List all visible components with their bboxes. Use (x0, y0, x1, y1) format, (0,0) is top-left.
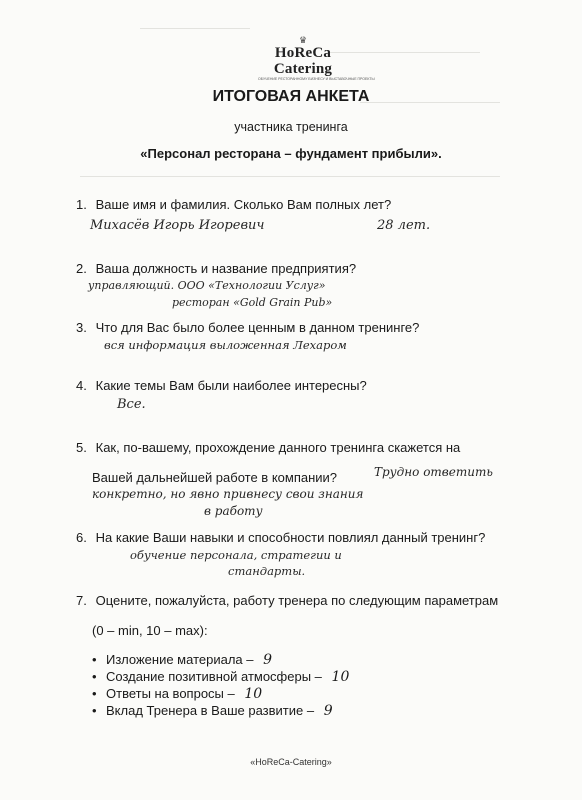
question-number: 7. (76, 593, 87, 608)
question-5-continued: Вашей дальнейшей работе в компании? (92, 470, 338, 485)
rating-score: 9 (323, 703, 333, 719)
question-text: Какие темы Вам были наиболее интересны? (95, 378, 367, 393)
question-4 (76, 378, 367, 393)
footer-company: «HoReCa-Catering» (250, 757, 332, 767)
rating-item (92, 702, 349, 719)
answer-1-age: 28 лет. (377, 218, 431, 233)
rating-label: Создание позитивной атмосферы – (106, 669, 322, 684)
question-text: Ваше имя и фамилия. Сколько Вам полных лет? (95, 197, 392, 212)
question-text: Как, по-вашему, прохождение данного тренинга скажется на (95, 440, 461, 455)
trainer-rating-list (92, 651, 349, 719)
question-3 (76, 320, 419, 335)
training-name: «Персонал ресторана – фундамент прибыли». (140, 146, 442, 161)
question-number: 1. (76, 197, 87, 212)
show-through-mark (80, 176, 500, 177)
answer-5-line-1: Трудно ответить (374, 465, 493, 479)
answer-5-line-3: в работу (204, 504, 263, 518)
show-through-mark (140, 28, 250, 29)
question-number: 3. (76, 320, 87, 335)
page-title: ИТОГОВАЯ АНКЕТА (212, 88, 370, 105)
answer-4: Все. (117, 397, 146, 412)
question-text: Оцените, пожалуйста, работу тренера по следующим параметрам (95, 593, 499, 608)
question-number: 2. (76, 261, 87, 276)
logo-tagline: ОБУЧЕНИЕ РЕСТОРАННОМУ БИЗНЕСУ И ВЫСТАВОЧНЫЕ ПРОЕКТЫ (258, 77, 375, 81)
company-logo (258, 35, 375, 82)
page-subtitle: участника тренинга (234, 120, 348, 134)
answer-6-line-1: обучение персонала, стратегии и (130, 548, 342, 562)
answer-6-line-2: стандарты. (228, 564, 306, 578)
question-text: Что для Вас было более ценным в данном тренинге? (95, 320, 420, 335)
rating-scale: (0 – min, 10 – max): (92, 623, 208, 638)
answer-2-position: управляющий. ООО «Технологии Услуг» (88, 279, 326, 292)
logo-name: HoReCa Catering (273, 45, 333, 77)
question-number: 6. (76, 530, 87, 545)
question-6 (76, 530, 485, 545)
question-7 (76, 593, 498, 608)
rating-item (92, 651, 349, 668)
question-text: Ваша должность и название предприятия? (95, 261, 357, 276)
bullet-icon: • (92, 652, 97, 667)
crown-icon: ♛ (298, 35, 308, 45)
rating-label: Ответы на вопросы – (106, 686, 235, 701)
bullet-icon: • (92, 669, 97, 684)
question-number: 4. (76, 378, 87, 393)
question-text: На какие Ваши навыки и способности повлиял данный тренинг? (95, 530, 486, 545)
answer-2-company: ресторан «Gold Grain Pub» (172, 296, 333, 309)
answer-5-line-2: конкретно, но явно привнесу свои знания (92, 487, 364, 501)
rating-item (92, 685, 349, 702)
question-number: 5. (76, 440, 87, 455)
rating-score: 9 (263, 652, 273, 668)
rating-label: Вклад Тренера в Ваше развитие – (106, 703, 315, 718)
question-2 (76, 261, 356, 276)
rating-item (92, 668, 349, 685)
answer-3: вся информация выложенная Лехаром (104, 338, 347, 352)
show-through-mark (330, 52, 480, 53)
rating-score: 10 (331, 669, 350, 685)
bullet-icon: • (92, 703, 97, 718)
question-5 (76, 440, 460, 455)
rating-score: 10 (244, 686, 263, 702)
rating-label: Изложение материала – (106, 652, 254, 667)
answer-1-name: Михасёв Игорь Игоревич (90, 218, 265, 233)
bullet-icon: • (92, 686, 97, 701)
question-1 (76, 197, 391, 212)
